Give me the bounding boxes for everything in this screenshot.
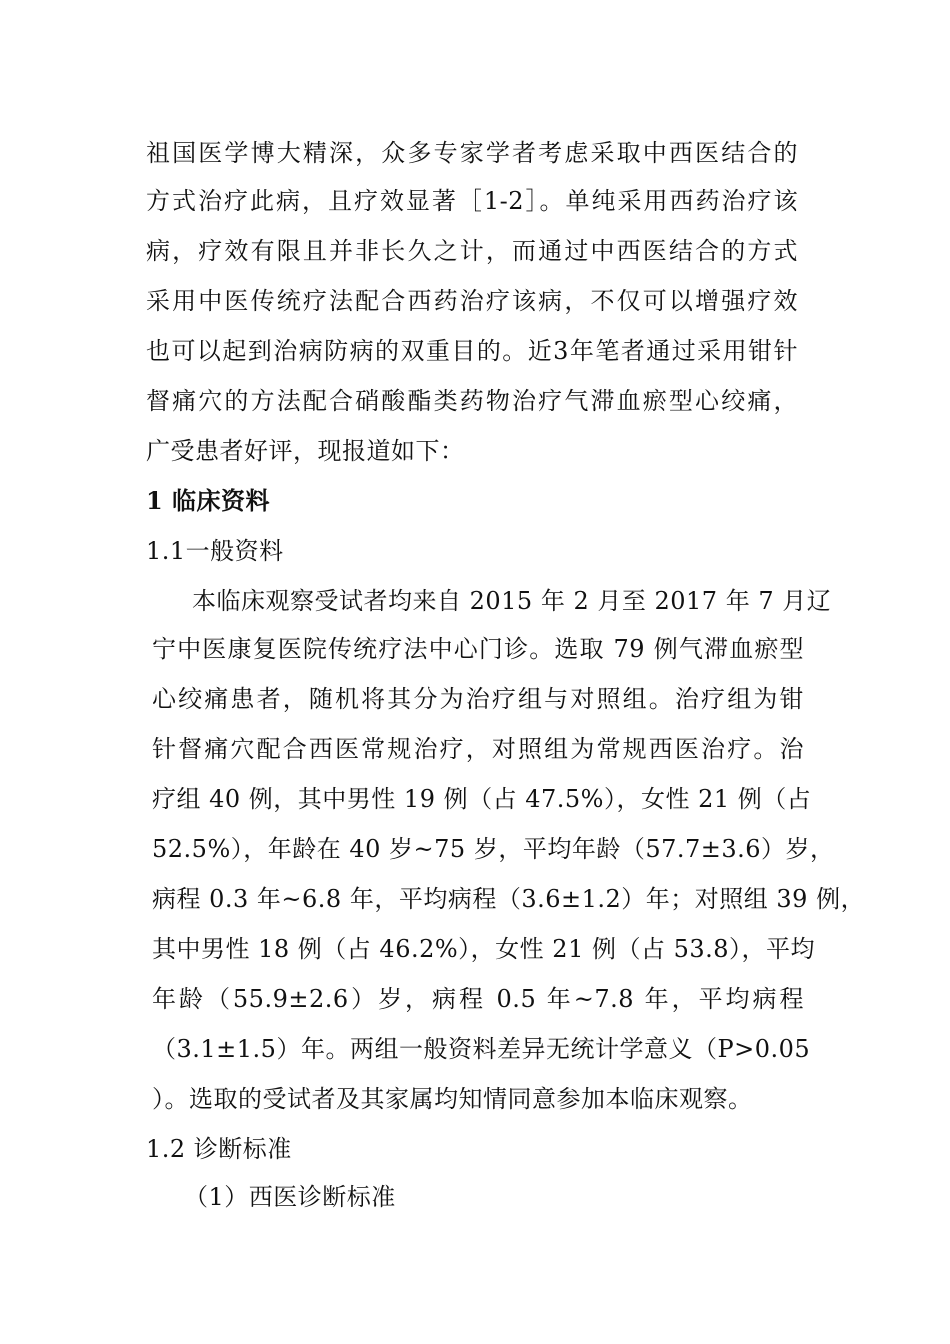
paragraph-line: 针督痛穴配合西医常规治疗，对照组为常规西医治疗。治 — [152, 735, 804, 763]
paragraph-line: （3.1±1.5）年。两组一般资料差异无统计学意义（P>0.05 — [152, 1035, 811, 1063]
paragraph-line: 方式治疗此病，且疗效显著［1-2］。单纯采用西药治疗该 — [146, 187, 798, 215]
paragraph-line: 本临床观察受试者均来自 2015 年 2 月至 2017 年 7 月辽 — [192, 587, 832, 615]
list-item-heading: （1）西医诊断标准 — [184, 1183, 396, 1211]
paragraph-line: 年龄（55.9±2.6）岁，病程 0.5 年~7.8 年，平均病程 — [152, 985, 804, 1013]
section-heading: 1 临床资料 — [146, 486, 271, 515]
paragraph-line: 宁中医康复医院传统疗法中心门诊。选取 79 例气滞血瘀型 — [152, 635, 804, 663]
paragraph-line: 疗组 40 例，其中男性 19 例（占 47.5%），女性 21 例（占 — [152, 785, 812, 813]
subsection-heading: 1.2 诊断标准 — [146, 1135, 292, 1163]
paragraph-line: 52.5%），年龄在 40 岁~75 岁，平均年龄（57.7±3.6）岁， — [152, 835, 835, 863]
paragraph-line: 祖国医学博大精深，众多专家学者考虑采取中西医结合的 — [146, 139, 798, 167]
paragraph-line: 其中男性 18 例（占 46.2%），女性 21 例（占 53.8），平均 — [152, 935, 816, 963]
paragraph-line: ）。选取的受试者及其家属均知情同意参加本临床观察。 — [152, 1085, 753, 1113]
paragraph-line: 病，疗效有限且并非长久之计，而通过中西医结合的方式 — [146, 237, 798, 265]
paragraph-line: 也可以起到治病防病的双重目的。近3年笔者通过采用钳针 — [146, 337, 798, 365]
subsection-heading: 1.1一般资料 — [146, 537, 284, 565]
paragraph-line: 病程 0.3 年~6.8 年，平均病程（3.6±1.2）年；对照组 39 例， — [152, 885, 866, 913]
paragraph-line: 采用中医传统疗法配合西药治疗该病，不仅可以增强疗效 — [146, 287, 798, 315]
paragraph-line: 广受患者好评，现报道如下： — [146, 437, 465, 465]
paragraph-line: 心绞痛患者，随机将其分为治疗组与对照组。治疗组为钳 — [152, 685, 804, 713]
paragraph-line: 督痛穴的方法配合硝酸酯类药物治疗气滞血瘀型心绞痛， — [146, 387, 798, 415]
